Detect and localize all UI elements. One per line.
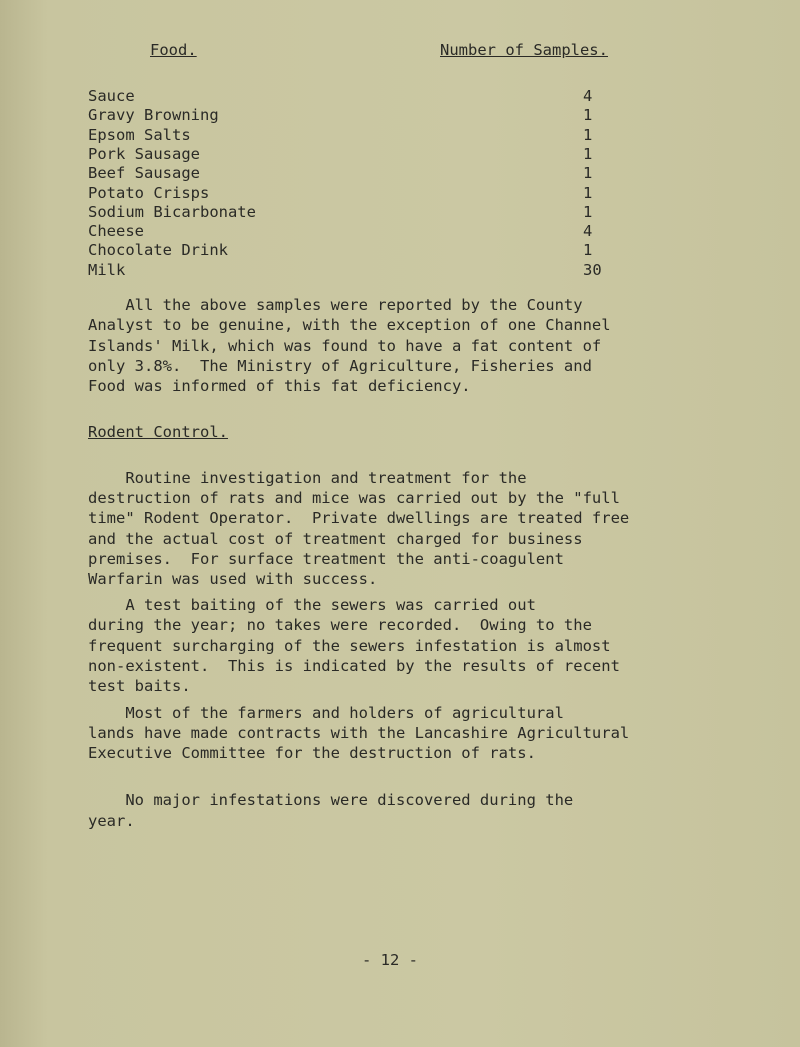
table-row-food: Gravy Browning: [88, 106, 219, 125]
paragraph1-line: Islands' Milk, which was found to have a fat content of: [88, 336, 602, 355]
paragraph3-line: A test baiting of the sewers was carried out: [88, 596, 536, 614]
table-row-food: Milk: [88, 260, 126, 279]
table-row-count: 1: [583, 106, 593, 125]
table-row-food: Pork Sausage: [88, 144, 200, 163]
table-row-food: Sodium Bicarbonate: [88, 202, 256, 221]
paragraph3-line: test baits.: [88, 677, 191, 696]
paragraph4-line: Executive Committee for the destruction of rats.: [88, 744, 536, 763]
paragraph2-line: Warfarin was used with success.: [88, 570, 378, 588]
page-number: - 12 -: [362, 951, 418, 969]
paragraph3-line: during the year; no takes were recorded. Owing to the: [88, 616, 592, 635]
paragraph4-line: lands have made contracts with the Lancashire Agricultural: [88, 724, 630, 743]
paragraph5-line: No major infestations were discovered during the: [88, 791, 574, 809]
paragraph4-line: Most of the farmers and holders of agricultural: [88, 704, 564, 722]
paragraph2-line: premises. For surface treatment the anti-coagulent: [88, 549, 564, 568]
table-row-food: Epsom Salts: [88, 125, 191, 144]
paragraph2-line: and the actual cost of treatment charged for business: [88, 529, 583, 548]
section-heading: Rodent Control.: [88, 423, 228, 441]
table-row-count: 4: [583, 222, 593, 241]
table-row-count: 30: [583, 260, 602, 279]
table-header-food: Food.: [150, 41, 197, 59]
table-row-food: Beef Sausage: [88, 164, 200, 183]
paragraph5-line: year.: [88, 811, 135, 830]
table-row-count: 1: [583, 144, 593, 163]
table-row-count: 1: [583, 183, 593, 202]
paragraph3-line: frequent surcharging of the sewers infestation is almost: [88, 636, 611, 655]
table-row-count: 1: [583, 202, 593, 221]
paragraph2-line: destruction of rats and mice was carried out by the "full: [88, 489, 620, 508]
paragraph1-line: only 3.8%. The Ministry of Agriculture, Fisheries and: [88, 356, 592, 375]
paragraph2-line: time" Rodent Operator. Private dwellings are treated free: [88, 509, 630, 528]
paragraph2-line: Routine investigation and treatment for the: [88, 469, 527, 487]
table-row-count: 4: [583, 87, 593, 105]
table-row-food: Sauce: [88, 87, 135, 105]
paragraph1-line: Analyst to be genuine, with the exception of one Channel: [88, 316, 611, 335]
table-row-count: 1: [583, 241, 593, 260]
table-header-samples: Number of Samples.: [440, 41, 608, 59]
paragraph3-line: non-existent. This is indicated by the results of recent: [88, 656, 620, 675]
table-row-count: 1: [583, 164, 593, 183]
paragraph1-line: Food was informed of this fat deficiency.: [88, 377, 471, 396]
paragraph1-line: All the above samples were reported by the County: [88, 296, 583, 314]
table-row-food: Chocolate Drink: [88, 241, 228, 260]
table-row-food: Cheese: [88, 222, 144, 241]
table-row-food: Potato Crisps: [88, 183, 210, 202]
table-row-count: 1: [583, 125, 593, 144]
